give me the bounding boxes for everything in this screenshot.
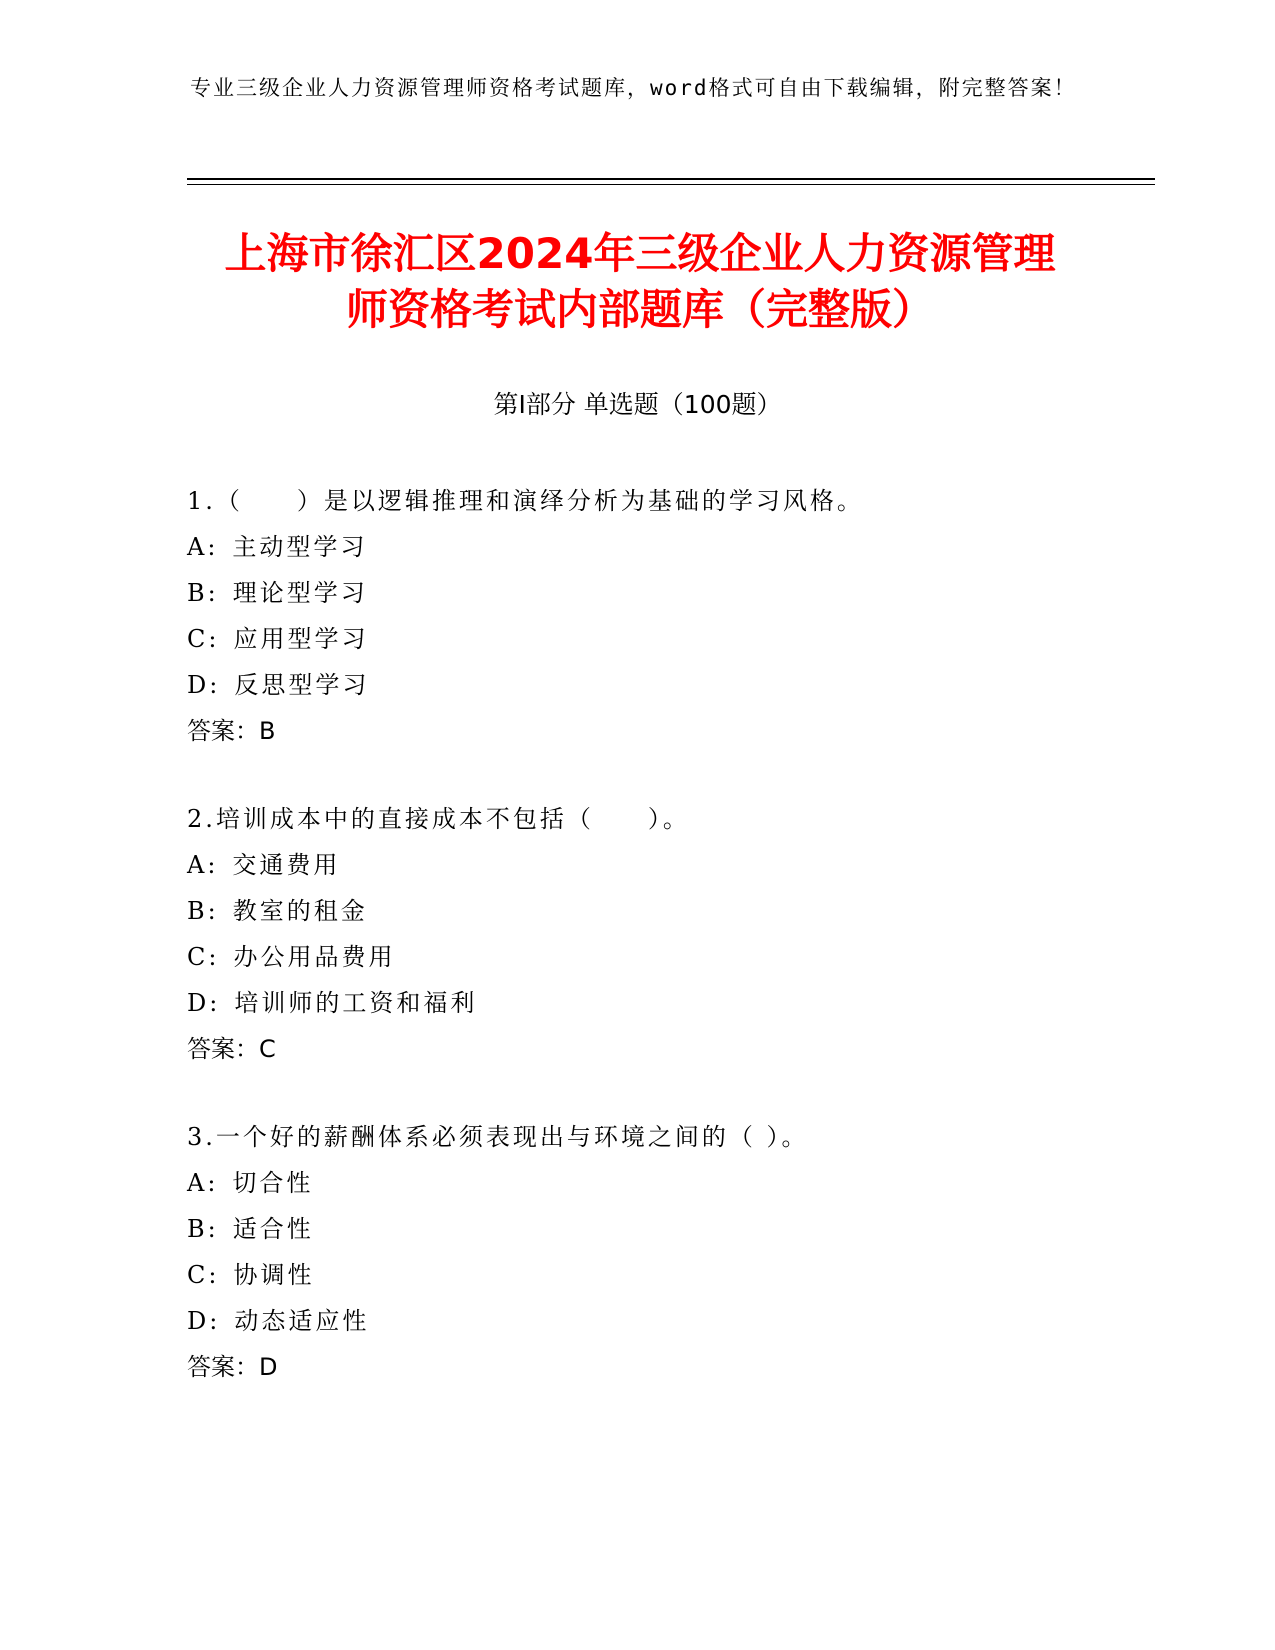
document-title-line-2: 师资格考试内部题库（完整版）: [345, 285, 934, 334]
option-label: A:: [187, 851, 219, 879]
option-b: [187, 1206, 1147, 1252]
option-text: 反思型学习: [234, 671, 370, 699]
option-text: 教室的租金: [232, 897, 368, 925]
option-text: 主动型学习: [232, 533, 368, 561]
question-stem: 1.（ ）是以逻辑推理和演绎分析为基础的学习风格。: [187, 487, 864, 515]
option-text: 切合性: [232, 1169, 314, 1197]
answer-line: 答案：B: [187, 717, 276, 745]
question-3: [187, 1114, 1147, 1390]
option-a: [187, 524, 1147, 570]
option-text: 交通费用: [232, 851, 341, 879]
section-title: 第Ⅰ部分 单选题（100题）: [493, 390, 782, 419]
option-b: [187, 888, 1147, 934]
option-c: [187, 616, 1147, 662]
answer-line: 答案：C: [187, 1035, 276, 1063]
header-rule-thick: [187, 178, 1155, 180]
option-label: B:: [187, 897, 219, 925]
option-label: C:: [187, 625, 220, 653]
option-label: C:: [187, 943, 220, 971]
option-label: A:: [187, 533, 219, 561]
option-label: D:: [187, 989, 221, 1017]
option-d: [187, 1298, 1147, 1344]
option-text: 培训师的工资和福利: [234, 989, 478, 1017]
question-2: [187, 796, 1147, 1072]
option-label: D:: [187, 1307, 221, 1335]
option-text: 协调性: [233, 1261, 315, 1289]
option-label: B:: [187, 579, 219, 607]
option-a: [187, 1160, 1147, 1206]
option-text: 适合性: [232, 1215, 314, 1243]
option-text: 动态适应性: [234, 1307, 370, 1335]
header-rule-thin: [187, 184, 1155, 185]
question-stem: 3.一个好的薪酬体系必须表现出与环境之间的（ ）。: [187, 1123, 809, 1151]
option-a: [187, 842, 1147, 888]
option-c: [187, 934, 1147, 980]
option-b: [187, 570, 1147, 616]
option-label: C:: [187, 1261, 220, 1289]
option-text: 应用型学习: [233, 625, 369, 653]
option-label: B:: [187, 1215, 219, 1243]
option-label: D:: [187, 671, 221, 699]
document-title-line-1: 上海市徐汇区2024年三级企业人力资源管理: [224, 229, 1056, 278]
document-title: [180, 226, 1100, 338]
header-note: 专业三级企业人力资源管理师资格考试题库，word格式可自由下载编辑，附完整答案！: [190, 76, 1077, 100]
option-text: 理论型学习: [232, 579, 368, 607]
question-1: [187, 478, 1147, 754]
option-d: [187, 980, 1147, 1026]
answer-line: 答案：D: [187, 1353, 278, 1381]
option-d: [187, 662, 1147, 708]
option-text: 办公用品费用: [233, 943, 396, 971]
option-c: [187, 1252, 1147, 1298]
question-list: [187, 478, 1147, 1432]
option-label: A:: [187, 1169, 219, 1197]
question-stem: 2.培训成本中的直接成本不包括（ ）。: [187, 805, 690, 833]
